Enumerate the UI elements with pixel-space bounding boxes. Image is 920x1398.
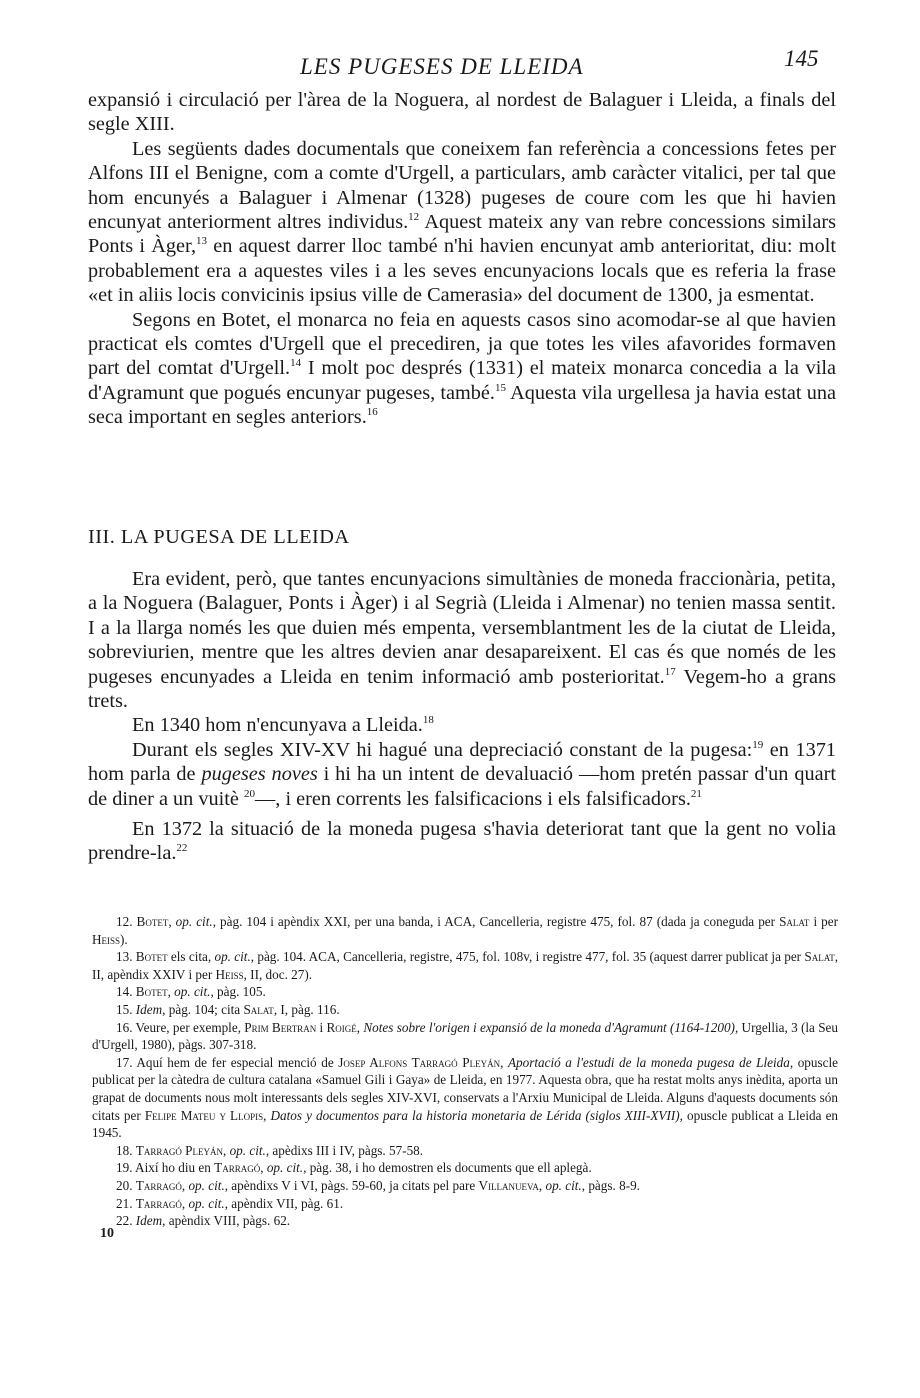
paragraph-2	[88, 137, 836, 308]
fn-14-opcit: op. cit.	[174, 984, 211, 1000]
section-paragraph-2-text: En 1340 hom n'encunyava a Lleida.	[132, 714, 423, 737]
fn-19-sep: ,	[260, 1160, 267, 1176]
paragraph-3-text-b: I molt poc després (1331) el mateix monarca concedia a la vila d'Agramunt que pogués encunyar pugeses, també.	[88, 357, 836, 404]
fn-22-idem: Idem	[135, 1213, 163, 1229]
running-title: LES PUGESES DE LLEIDA	[300, 54, 584, 79]
fn-16-author: Prim Bertran	[244, 1019, 317, 1035]
fn-19-text: 19. Així ho diu en	[116, 1160, 215, 1176]
fn-16-text: 16. Veure, per exemple,	[116, 1019, 245, 1035]
section-heading: III. LA PUGESA DE LLEIDA	[88, 526, 350, 548]
fn-20-author-2: Villanueva	[478, 1177, 539, 1193]
section-paragraph-4	[88, 817, 836, 866]
fn-12-end: ).	[120, 931, 128, 947]
fn-21-end: , apèndix VII, pàg. 61.	[224, 1195, 344, 1211]
fn-17-author-2: Felipe Mateu y Llopis	[144, 1107, 264, 1123]
fn-18-opcit: op. cit.	[229, 1142, 266, 1158]
fn-17-end: , opuscle publicat a Lleida en 1945.	[92, 1107, 839, 1141]
paragraph-2-text-a: Les següents dades documentals que coneixem fan referència a concessions fetes per Alfons III el Benigne, com a comte d'Urgell, a particulars, amb caràcter vitalici, per tal que hom encunyés a Balaguer i Almenar (1328) pugeses de coure com les que hi havien encunyat anteriorment altres individus.	[88, 137, 836, 234]
fn-16-title: Notes sobre l'origen i expansió de la moneda d'Agramunt (1164-1200)	[363, 1019, 735, 1035]
fn-19-opcit: op. cit.	[266, 1160, 304, 1176]
footnote-ref-20[interactable]: 20	[244, 787, 256, 800]
paragraph-3-text-a: Segons en Botet, el monarca no feia en aquests casos sino acomodar-se al que havien practicat els comtes d'Urgell que el precediren, ja que totes les viles afavorides formaven part del comtat d'Urgell.	[88, 308, 836, 380]
section-text	[88, 567, 836, 866]
section-paragraph-2	[88, 713, 836, 737]
fn-15-end: , I, pàg. 116.	[273, 1001, 340, 1017]
fn-21-author: Tarragó	[135, 1195, 182, 1211]
fn-20-end: , pàgs. 8-9.	[581, 1177, 640, 1193]
paragraph-2-text-c: en aquest darrer lloc també n'hi havien encunyat amb anterioritat, diu: molt probablement era a aquestes viles i a les seves encunyacions locals que es referia la frase «et in aliis locis convicinis ipsius ville de Camerasia» del document de 1300, ja esmentat.	[88, 235, 836, 307]
fn-15-num: 15.	[116, 1001, 136, 1017]
footnote-ref-18[interactable]: 18	[422, 714, 434, 727]
paragraph-1-text: expansió i circulació per l'àrea de la Noguera, al nordest de Balaguer i Lleida, a finals del segle XIII.	[88, 89, 836, 136]
fn-18-author: Tarragó Pleyán	[135, 1142, 223, 1158]
fn-17-title-2: Datos y documentos para la historia monetaria de Lérida (siglos XIII-XVII)	[270, 1107, 680, 1123]
footnote-21	[92, 1195, 838, 1213]
section-paragraph-1	[88, 567, 836, 713]
paragraph-2-text-b: Aquest mateix any van rebre concessions similars Ponts i Àger,	[88, 211, 836, 258]
fn-13-author: Botet	[135, 949, 168, 965]
fn-12-opcit: op. cit.	[175, 914, 213, 929]
footnote-17	[92, 1054, 838, 1142]
section-paragraph-3-text-a: Durant els segles XIV-XV hi hagué una depreciació constant de la pugesa:	[132, 738, 753, 761]
fn-20-sep: ,	[181, 1177, 189, 1193]
fn-12-author-2: Salat	[779, 914, 810, 929]
footnote-19	[92, 1159, 838, 1177]
section-paragraph-1-text-a: Era evident, però, que tantes encunyacions simultànies de moneda fraccionària, petita, a la Noguera (Balaguer, Ponts i Àger) i al Segrià (Lleida i Almenar) no tenien massa sentit. I a la llarga només les que duien més empenta, versemblantment les de la ciutat de Lleida, sobreviurien, mentre que les altres devien anar desapareixent. El cas és que només de les pugeses encunyades a Lleida en tenim informació amb posterioritat.	[88, 568, 836, 688]
fn-18-num: 18.	[116, 1142, 136, 1158]
fn-15-idem: Idem	[135, 1001, 163, 1017]
fn-13-num: 13.	[116, 949, 136, 965]
footnote-16	[92, 1019, 838, 1054]
fn-14-num: 14.	[116, 984, 136, 1000]
paragraph-3-text-c: Aquesta vila urgellesa ja havia estat una seca important en segles anteriors.	[88, 381, 836, 429]
fn-12-text: , pàg. 104 i apèndix XXI, per una banda, i ACA, Cancelleria, registre 475, fol. 87 (dada ja coneguda per	[212, 914, 780, 929]
fn-19-end: , pàg. 38, i ho demostren els documents que ell aplegà.	[303, 1160, 592, 1176]
paragraph-3	[88, 308, 836, 430]
fn-22-end: , apèndix VIII, pàgs. 62.	[162, 1213, 291, 1229]
fn-13-text-2: , pàg. 104. ACA, Cancelleria, registre, 475, fol. 108v, i registre 477, fol. 35 (aquest darrer publicat ja per	[250, 949, 805, 965]
fn-18-sep: ,	[222, 1142, 230, 1158]
paragraph-1	[88, 88, 836, 137]
fn-21-opcit: op. cit.	[188, 1195, 225, 1211]
fn-16-author-2: Roigé	[326, 1019, 357, 1035]
section-paragraph-3-italic: pugeses noves	[201, 763, 318, 786]
fn-15-author: Salat	[243, 1001, 274, 1017]
fn-20-opcit-2: op. cit.	[545, 1177, 582, 1193]
footnote-13	[92, 948, 838, 983]
body-text	[88, 88, 836, 430]
fn-20-sep-2: ,	[538, 1177, 546, 1193]
footnote-ref-22[interactable]: 22	[176, 842, 188, 855]
footnote-ref-21[interactable]: 21	[690, 787, 702, 800]
section-paragraph-3-text-e: —, i eren corrents les falsificacions i els falsificadors.	[255, 787, 691, 810]
footnote-22	[92, 1212, 838, 1230]
fn-16-end: , Urgellia, 3 (la Seu d'Urgell, 1980), pàgs. 307-318.	[92, 1019, 838, 1053]
section-paragraph-3-text-d: i hi ha un intent de devaluació —hom pretén passar d'un quart de diner a un vuitè	[88, 763, 836, 810]
fn-22-num: 22.	[116, 1213, 136, 1229]
footnote-18	[92, 1142, 838, 1160]
footnote-20	[92, 1177, 838, 1195]
fn-20-text: , apèndixs V i VI, pàgs. 59-60, ja citats pel pare	[224, 1177, 479, 1193]
fn-18-end: , apèdixs III i IV, pàgs. 57-58.	[265, 1142, 424, 1158]
footnotes	[92, 913, 838, 1230]
section-paragraph-3-text-b: en 1371 hom parla de	[88, 738, 836, 786]
fn-13-text-3: , II, apèndix XXIV i per	[92, 949, 839, 982]
fn-17-sep-2: ,	[263, 1107, 271, 1123]
fn-13-opcit: op. cit.	[214, 949, 251, 965]
fn-14-sep: ,	[167, 984, 175, 1000]
fn-16-sep: ,	[356, 1019, 364, 1035]
fn-20-opcit: op. cit.	[188, 1177, 225, 1193]
section-paragraph-4-text: En 1372 la situació de la moneda pugesa s'havia deteriorat tant que la gent no volia prendre-la.	[88, 818, 836, 865]
footnote-14	[92, 983, 838, 1001]
fn-12-author: Botet	[136, 914, 169, 929]
fn-13-end: , II, doc. 27).	[243, 966, 313, 982]
fn-14-author: Botet	[135, 984, 168, 1000]
fn-12-author-3: Heiss	[92, 931, 121, 947]
fn-21-sep: ,	[181, 1195, 189, 1211]
fn-15-text: , pàg. 104; cita	[162, 1001, 244, 1017]
section-paragraph-3	[88, 738, 836, 811]
footnote-ref-16[interactable]: 16	[366, 406, 378, 419]
fn-16-and: i	[316, 1019, 327, 1035]
fn-12-num: 12.	[116, 914, 137, 929]
fn-19-author: Tarragó	[214, 1160, 261, 1176]
footnote-ref-15[interactable]: 15	[495, 381, 506, 394]
fn-12-sep: ,	[168, 914, 176, 929]
footnote-15	[92, 1001, 838, 1019]
fn-17-title: Aportació a l'estudi de la moneda pugesa de Lleida	[507, 1054, 790, 1070]
footnote-ref-12[interactable]: 12	[408, 211, 420, 224]
running-head	[0, 46, 920, 86]
fn-20-author: Tarragó	[135, 1177, 182, 1193]
fn-13-text: els cita,	[167, 949, 215, 965]
page-number: 145	[784, 46, 819, 71]
fn-17-sep: ,	[500, 1054, 508, 1070]
fn-17-author: Josep Alfons Tarragó Pleyán	[338, 1054, 501, 1070]
fn-13-author-3: Heiss	[215, 966, 244, 982]
section-paragraph-1-text-b: Vegem-ho a grans trets.	[88, 665, 836, 713]
fn-12-text-2: i per	[809, 914, 839, 929]
footnote-12	[92, 913, 838, 948]
signature-mark: 10	[100, 1226, 114, 1241]
fn-21-num: 21.	[116, 1195, 136, 1211]
footnote-ref-19[interactable]: 19	[752, 738, 764, 751]
fn-14-end: , pàg. 105.	[210, 984, 266, 1000]
footnote-ref-13[interactable]: 13	[196, 235, 208, 248]
fn-13-author-2: Salat	[804, 949, 835, 965]
fn-20-num: 20.	[116, 1177, 136, 1193]
fn-17-text-2: , opuscle publicat per la càtedra de cultura catalana «Samuel Gili i Gaya» de Lleida, en 1977. Aquesta obra, que ha restat molts anys inèdita, aporta un grapat de documents nous molt interessants dels segles XIV-XVI, conservats a l'Arxiu Municipal de Lleida. Alguns d'aquests documents són citats per	[92, 1054, 838, 1123]
footnote-ref-14[interactable]: 14	[290, 357, 302, 370]
fn-17-text: 17. Aquí hem de fer especial menció de	[116, 1054, 339, 1070]
footnote-ref-17[interactable]: 17	[664, 665, 676, 678]
